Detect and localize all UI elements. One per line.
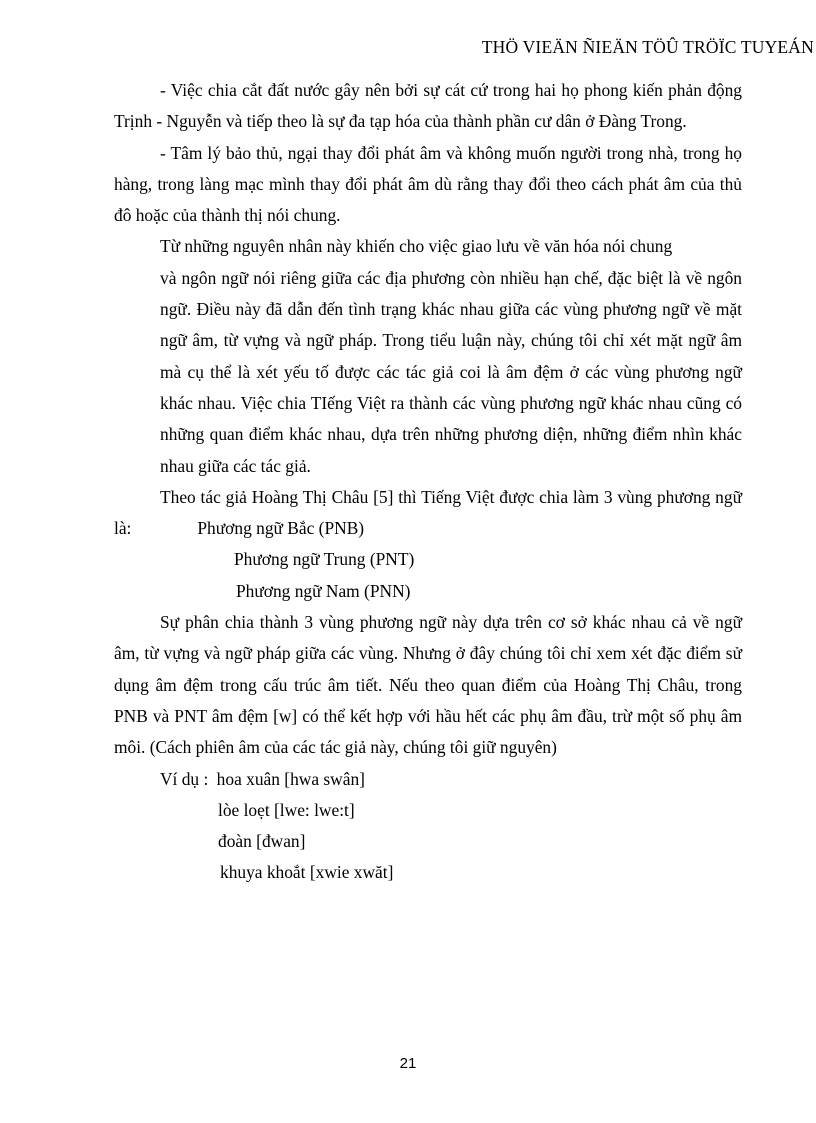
paragraph: Từ những nguyên nhân này khiến cho việc giao lưu về văn hóa nói chung xyxy=(160,236,673,257)
example-item: hoa xuân [hwa swân] xyxy=(216,768,365,789)
dialect-central: Phương ngữ Trung (PNT) xyxy=(234,549,415,570)
page-number: 21 xyxy=(399,1055,417,1072)
paragraph: và ngôn ngữ nói riêng giữa các địa phương còn nhiều hạn chế, đặc biệt là về ngôn ngữ. Điều này đã dẫn đến tình trạng khác nhau giữa các vùng phương ngữ về mặt ngữ âm, từ vựng và ngữ pháp. Trong tiểu luận này, chúng tôi chỉ xét mặt ngữ âm mà cụ thể là xét yếu tố được các tác giả coi là âm đệm ở các vùng phương ngữ khác nhau. Việc chia TIếng Việt ra thành các vùng phương ngữ khác nhau cũng có những quan điểm khác nhau, dựa trên những phương diện, những điểm nhìn khác nhau giữa các tác giả. xyxy=(160,267,742,476)
paragraph: - Việc chia cắt đất nước gây nên bởi sự cát cứ trong hai họ phong kiến phản động Trịnh - Nguyễn và tiếp theo là sự đa tạp hóa của thành phần cư dân ở Đàng Trong. xyxy=(114,80,742,132)
example-label: Ví dụ : xyxy=(160,768,209,789)
running-header: THÖ VIEÄN ÑIEÄN TÖÛ TRÖÏC TUYEÁN xyxy=(481,37,814,57)
paragraph: - Tâm lý bảo thủ, ngại thay đổi phát âm và không muốn người trong nhà, trong họ hàng, trong làng mạc mình thay đổi phát âm dù rằng thay đổi theo cách phát âm của thủ đô hoặc của thành thị nói chung. xyxy=(114,142,742,226)
paragraph: Sự phân chia thành 3 vùng phương ngữ này dựa trên cơ sở khác nhau cả về ngữ âm, từ vựng và ngữ pháp giữa các vùng. Nhưng ở đây chúng tôi chỉ xem xét đặc điểm sử dụng âm đệm trong cấu trúc âm tiết. Nếu theo quan điểm của Hoàng Thị Châu, trong PNB và PNT âm đệm [w] có thể kết hợp với hầu hết các phụ âm đầu, trừ một số phụ âm môi. (Cách phiên âm của các tác giả này, chúng tôi giữ nguyên) xyxy=(114,612,742,758)
dialect-intro-paragraph xyxy=(114,482,742,545)
dialect-north: Phương ngữ Bắc (PNB) xyxy=(197,518,365,539)
example-line xyxy=(114,764,742,795)
example-item: đoàn [đwan] xyxy=(218,831,306,852)
dialect-intro-text: Theo tác giả Hoàng Thị Châu [5] thì Tiếng Việt được chia làm 3 vùng phương ngữ là: xyxy=(114,486,742,539)
example-item: lòe loẹt [lwe: lwe:t] xyxy=(218,799,355,820)
document-body xyxy=(114,75,742,889)
example-item: khuya khoắt [xwie xwăt] xyxy=(220,862,394,883)
dialect-south: Phương ngữ Nam (PNN) xyxy=(236,580,411,601)
